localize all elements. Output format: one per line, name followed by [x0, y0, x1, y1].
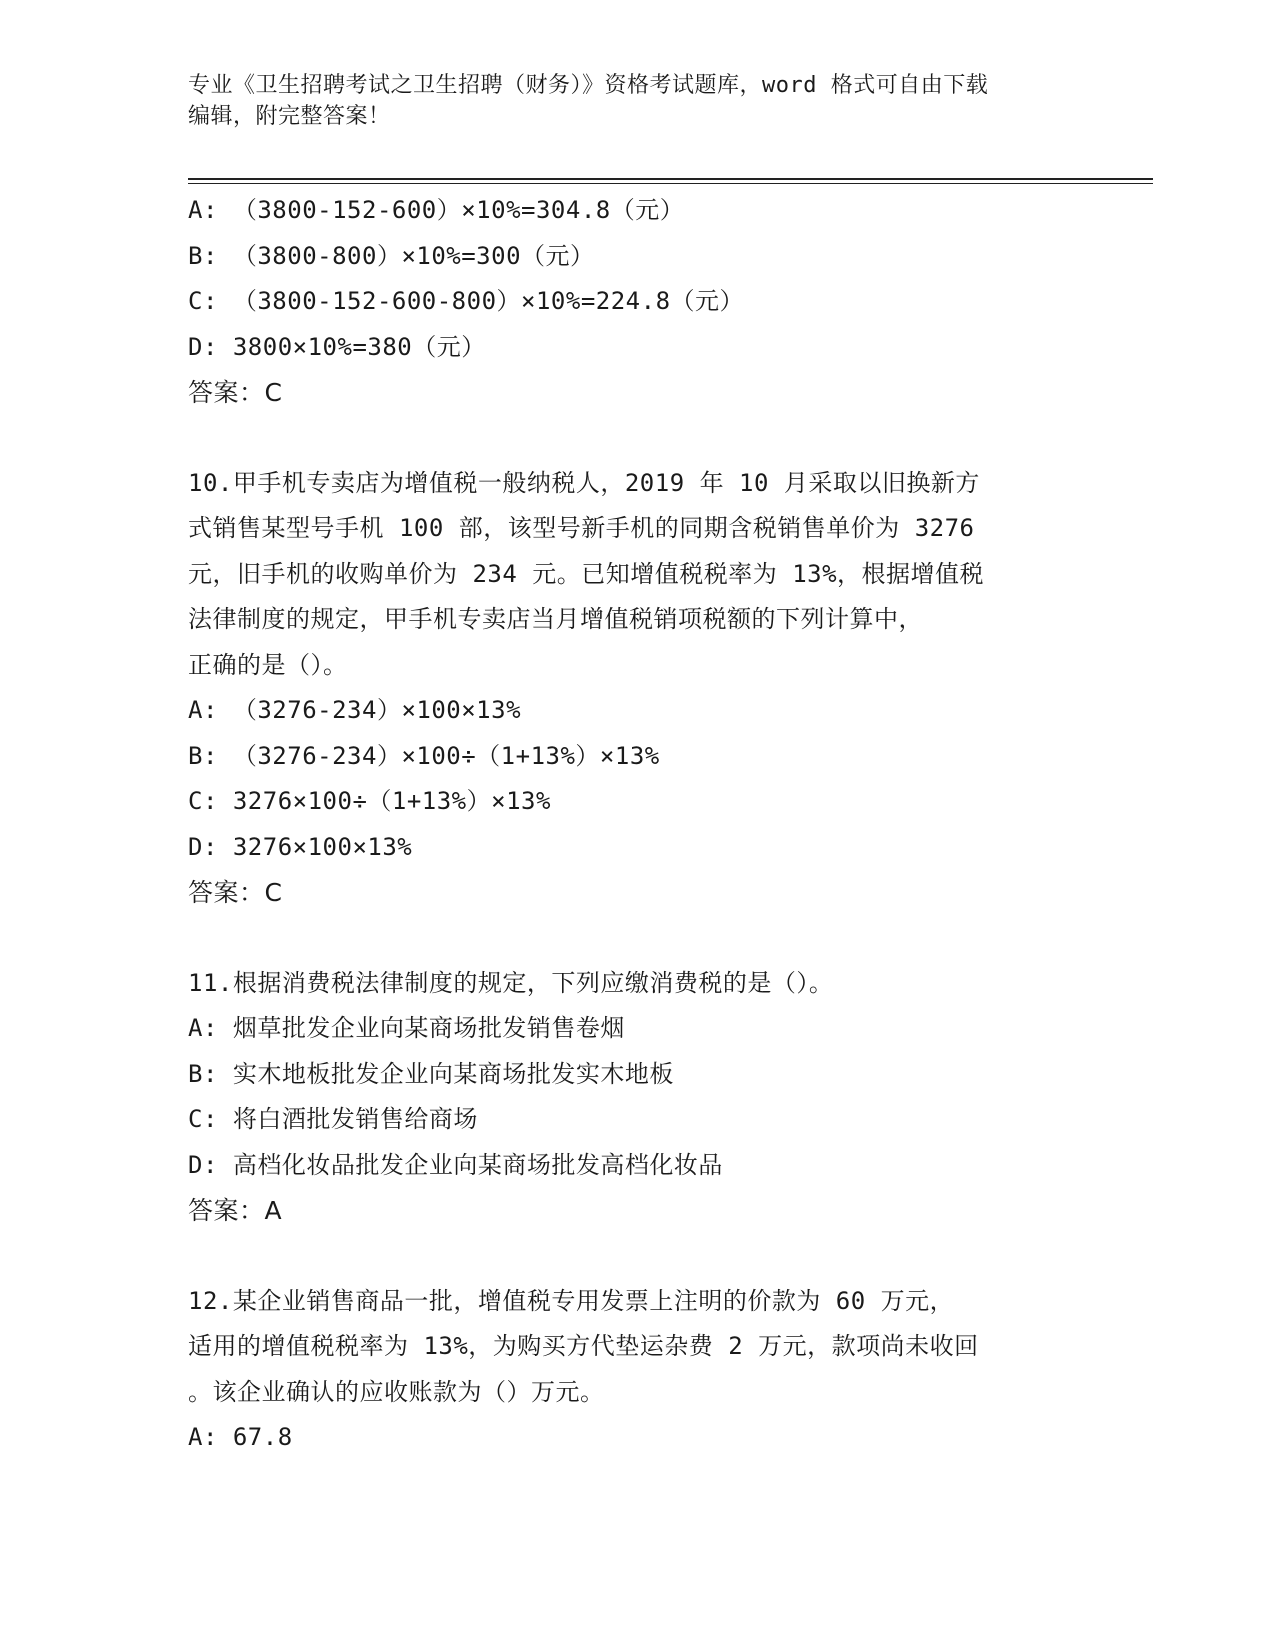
option-d: D: 3800×10%=380（元） — [188, 332, 486, 361]
header-divider-thin — [188, 183, 1153, 184]
question-10 — [188, 461, 1088, 916]
question-11 — [188, 961, 1088, 1234]
question-12 — [188, 1279, 1088, 1461]
document-header — [188, 70, 1068, 132]
spacer — [188, 1234, 1088, 1279]
answer-label: 答案：A — [188, 1196, 283, 1225]
option-d: D: 高档化妆品批发企业向某商场批发高档化妆品 — [188, 1150, 723, 1179]
question-stem-line: 12.某企业销售商品一批，增值税专用发票上注明的价款为 60 万元， — [188, 1286, 955, 1315]
option-a: A: 67.8 — [188, 1423, 293, 1451]
option-c: C: （3800-152-600-800）×10%=224.8（元） — [188, 287, 745, 315]
question-content — [188, 188, 1088, 1461]
header-line-2: 编辑，附完整答案！ — [188, 104, 391, 129]
question-stem-line: 式销售某型号手机 100 部，该型号新手机的同期含税销售单价为 3276 — [188, 514, 975, 542]
option-d: D: 3276×100×13% — [188, 832, 413, 861]
question-stem-line: 10.甲手机专卖店为增值税一般纳税人，2019 年 10 月采取以旧换新方 — [188, 468, 980, 497]
option-c: C: 3276×100÷（1+13%）×13% — [188, 787, 551, 815]
option-b: B: 实木地板批发企业向某商场批发实木地板 — [188, 1059, 674, 1088]
question-stem-line: 法律制度的规定，甲手机专卖店当月增值税销项税额的下列计算中， — [188, 605, 923, 633]
option-a: A: 烟草批发企业向某商场批发销售卷烟 — [188, 1014, 625, 1042]
header-divider-thick — [188, 178, 1153, 180]
option-b: B: （3800-800）×10%=300（元） — [188, 241, 595, 270]
option-c: C: 将白酒批发销售给商场 — [188, 1105, 478, 1133]
question-9 — [188, 188, 1088, 416]
answer-label: 答案：C — [188, 378, 283, 407]
header-line-1: 专业《卫生招聘考试之卫生招聘（财务）》资格考试题库，word 格式可自由下载 — [188, 73, 989, 98]
spacer — [188, 416, 1088, 461]
option-a: A: （3276-234）×100×13% — [188, 696, 522, 724]
spacer — [188, 916, 1088, 961]
question-stem-line: 11.根据消费税法律制度的规定，下列应缴消费税的是（）。 — [188, 968, 834, 997]
question-stem-line: 正确的是（）。 — [188, 650, 348, 679]
question-stem-line: 元，旧手机的收购单价为 234 元。已知增值税税率为 13%，根据增值税 — [188, 559, 985, 588]
question-stem-line: 适用的增值税税率为 13%，为购买方代垫运杂费 2 万元，款项尚未收回 — [188, 1332, 979, 1360]
option-b: B: （3276-234）×100÷（1+13%）×13% — [188, 741, 660, 770]
option-a: A: （3800-152-600）×10%=304.8（元） — [188, 196, 685, 224]
answer-label: 答案：C — [188, 878, 283, 907]
question-stem-line: 。该企业确认的应收账款为（）万元。 — [188, 1377, 605, 1406]
